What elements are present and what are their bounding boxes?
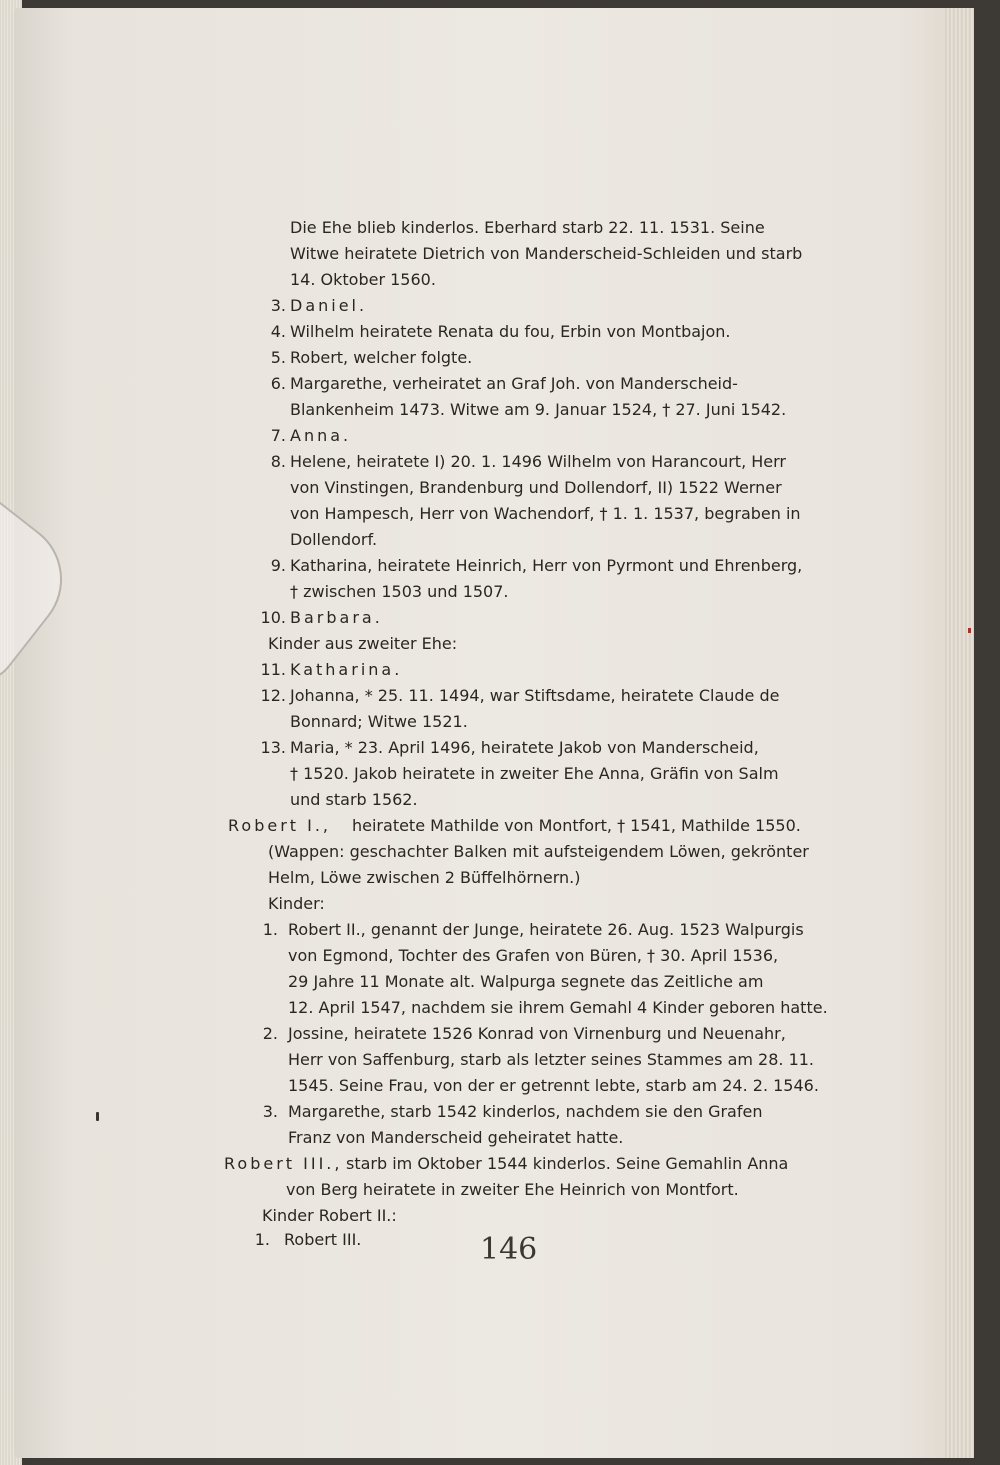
list-number: 2. <box>262 1024 278 1043</box>
list-number: 11. <box>260 660 286 679</box>
list-number: 4. <box>270 322 286 341</box>
list-number: 12. <box>260 686 286 705</box>
list-number: 13. <box>260 738 286 757</box>
text-line: 12. April 1547, nachdem sie ihrem Gemahl 4 Kinder geboren hatte. <box>288 998 828 1017</box>
text-line: Dollendorf. <box>290 530 378 549</box>
list-item: Robert III. <box>284 1230 362 1249</box>
text-line: Die Ehe blieb kinderlos. Eberhard starb 22. 11. 1531. Seine <box>290 218 765 237</box>
text-line: † 1520. Jakob heiratete in zweiter Ehe Anna, Gräfin von Salm <box>290 764 779 783</box>
entry-name: Robert III., <box>224 1154 343 1173</box>
list-item: Robert, welcher folgte. <box>290 348 473 367</box>
list-item: Robert II., genannt der Junge, heiratete 26. Aug. 1523 Walpurgis <box>288 920 804 939</box>
list-number: 3. <box>270 296 286 315</box>
entry-text: starb im Oktober 1544 kinderlos. Seine Gemahlin Anna <box>346 1154 789 1173</box>
text-line: Witwe heiratete Dietrich von Manderscheid-Schleiden und starb <box>290 244 803 263</box>
list-item: Margarethe, starb 1542 kinderlos, nachdem sie den Grafen <box>288 1102 763 1121</box>
text-line: Herr von Saffenburg, starb als letzter seines Stammes am 28. 11. <box>288 1050 815 1069</box>
list-item: Johanna, * 25. 11. 1494, war Stiftsdame, heiratete Claude de <box>290 686 780 705</box>
list-number: 10. <box>260 608 286 627</box>
list-number: 1. <box>254 1230 270 1249</box>
text-line: Helm, Löwe zwischen 2 Büffelhörnern.) <box>268 868 581 887</box>
text-line: (Wappen: geschachter Balken mit aufsteigendem Löwen, gekrönter <box>268 842 809 861</box>
list-number: 9. <box>270 556 286 575</box>
list-item: Daniel. <box>290 296 368 315</box>
list-item: Katharina. <box>290 660 403 679</box>
text-line: Franz von Manderscheid geheiratet hatte. <box>288 1128 624 1147</box>
list-number: 8. <box>270 452 286 471</box>
list-item: Wilhelm heiratete Renata du fou, Erbin von Montbajon. <box>290 322 731 341</box>
text-line: und starb 1562. <box>290 790 418 809</box>
text-line: 1545. Seine Frau, von der er getrennt lebte, starb am 24. 2. 1546. <box>288 1076 819 1095</box>
subheading: Kinder aus zweiter Ehe: <box>268 634 458 653</box>
list-number: 5. <box>270 348 286 367</box>
text-line: von Vinstingen, Brandenburg und Dollendorf, II) 1522 Werner <box>290 478 782 497</box>
list-item: Katharina, heiratete Heinrich, Herr von Pyrmont und Ehrenberg, <box>290 556 803 575</box>
text-line: † zwischen 1503 und 1507. <box>290 582 509 601</box>
text-line: Blankenheim 1473. Witwe am 9. Januar 1524, † 27. Juni 1542. <box>290 400 787 419</box>
text-line: von Egmond, Tochter des Grafen von Büren, † 30. April 1536, <box>288 946 779 965</box>
list-item: Maria, * 23. April 1496, heiratete Jakob von Manderscheid, <box>290 738 759 757</box>
text-line: von Berg heiratete in zweiter Ehe Heinrich von Montfort. <box>286 1180 739 1199</box>
list-item: Helene, heiratete I) 20. 1. 1496 Wilhelm von Harancourt, Herr <box>290 452 786 471</box>
text-line: 14. Oktober 1560. <box>290 270 436 289</box>
entry-text: heiratete Mathilde von Montfort, † 1541, Mathilde 1550. <box>352 816 801 835</box>
list-number: 3. <box>262 1102 278 1121</box>
entry-name: Robert I., <box>228 816 332 835</box>
list-number: 7. <box>270 426 286 445</box>
list-item: Barbara. <box>290 608 383 627</box>
text-line: von Hampesch, Herr von Wachendorf, † 1. 1. 1537, begraben in <box>290 504 801 523</box>
list-number: 6. <box>270 374 286 393</box>
page-number: 146 <box>480 1232 538 1267</box>
list-item: Margarethe, verheiratet an Graf Joh. von Manderscheid- <box>290 374 738 393</box>
subheading: Kinder Robert II.: <box>262 1206 397 1225</box>
text-line: Bonnard; Witwe 1521. <box>290 712 468 731</box>
list-item: Jossine, heiratete 1526 Konrad von Virnenburg und Neuenahr, <box>288 1024 786 1043</box>
list-number: 1. <box>262 920 278 939</box>
text-line: 29 Jahre 11 Monate alt. Walpurga segnete das Zeitliche am <box>288 972 764 991</box>
list-item: Anna. <box>290 426 352 445</box>
subheading: Kinder: <box>268 894 325 913</box>
